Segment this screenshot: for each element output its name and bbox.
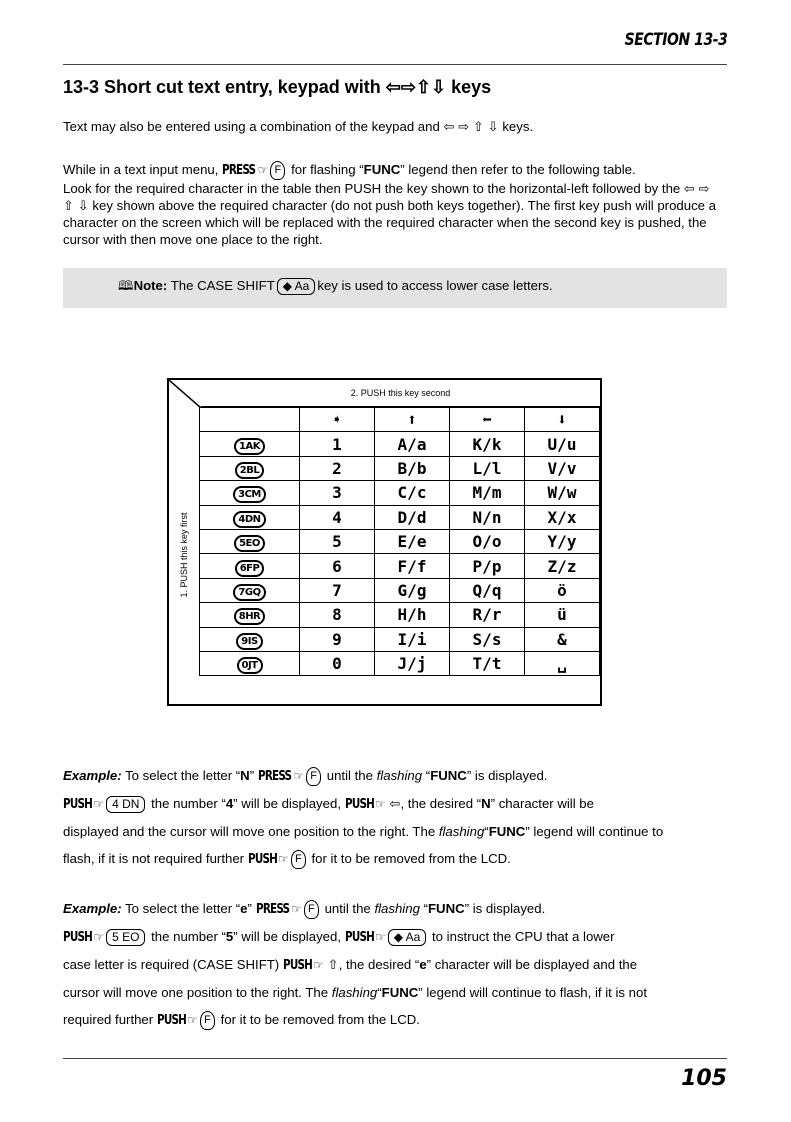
f-key-icon: F [200, 1011, 215, 1030]
table-cell: 9 [300, 627, 375, 651]
key-label: 2BL [235, 462, 264, 479]
press-hand-icon: PRESS [222, 163, 256, 178]
pointing-hand-icon: ☞ [93, 930, 105, 944]
pointing-hand-icon: ☞ [257, 163, 269, 177]
table-row [200, 627, 600, 651]
pointing-hand-icon: ☞ [93, 797, 105, 811]
key-mapping-table [167, 378, 602, 706]
table-cell: 5 [300, 529, 375, 553]
key-label: 1AK [234, 438, 265, 455]
table-cell: 2 [300, 456, 375, 480]
up-arrow-icon: ⬆ [375, 408, 450, 432]
push-hand-icon: PUSH [282, 958, 312, 973]
table-row [200, 554, 600, 578]
key-label: 4DN [233, 511, 265, 528]
table-cell: B/b [375, 456, 450, 480]
key-label: 5EO [234, 535, 265, 552]
table-cell: T/t [450, 651, 525, 675]
table-cell: J/j [375, 651, 450, 675]
page-title: 13-3 Short cut text entry, keypad with ⇦⇨⇧⇩ keys [63, 77, 492, 97]
f-key-icon: F [291, 850, 306, 869]
case-shift-key-icon: ◆ Aa [388, 929, 427, 946]
table-corner-diagonal [169, 380, 201, 408]
key-5-icon: 5 EO [106, 929, 145, 946]
pointing-hand-icon: ☞ [313, 958, 324, 972]
key-label: 7GQ [233, 584, 265, 601]
table-cell: D/d [375, 505, 450, 529]
intro-paragraph: Text may also be entered using a combination of the keypad and ⇦ ⇨ ⇧ ⇩ keys. [63, 119, 534, 134]
section-header: SECTION 13-3 [624, 30, 727, 50]
note: 🕮Note: The CASE SHIFT ◆ Aa key is used to access lower case letters. [118, 278, 553, 294]
page-number: 105 [681, 1066, 727, 1091]
arrow-header-row [200, 408, 600, 432]
push-hand-icon: PUSH [344, 797, 374, 812]
f-key-icon: F [304, 900, 319, 919]
table-row [200, 456, 600, 480]
key-label: 3CM [233, 486, 266, 503]
left-arrow-icon: ⬅ [450, 408, 525, 432]
key-label: 8HR [234, 608, 266, 625]
empty-header-cell [200, 408, 300, 432]
pointing-hand-icon: ☞ [375, 930, 386, 944]
table-cell: G/g [375, 578, 450, 602]
key-4-icon: 4 DN [106, 796, 145, 813]
table-cell: ö [525, 578, 600, 602]
instruction-rest: Look for the required character in the table then PUSH the key shown to the horizontal-left followed by the ⇦ ⇨ ⇧ ⇩ key shown above the required character (do not push both keys together). The first key push will produce a character on the screen which will be replaced with the required character when the second key is pushed, the cursor with then move one place to the right. [63, 181, 717, 248]
push-hand-icon: PUSH [63, 797, 93, 812]
table-cell: P/p [450, 554, 525, 578]
example-2: Example: To select the letter “e” PRESS ☞ F until the flashing “FUNC” is displayed. PUSH☞ 5 EO the number “5” will be displayed, PUSH☞ ◆ Aa to instruct the CPU that a lower case letter is required (CASE SHIFT) PUSH☞ ⇧, the desired “e” character will be displayed and the cursor will move one position to the right. The flashing“FUNC” legend will continue to flash, if it is not required further PUSH☞ F for it to be removed from the LCD. [63, 895, 723, 1034]
table-cell: E/e [375, 529, 450, 553]
table-cell: & [525, 627, 600, 651]
book-icon: 🕮 [118, 278, 134, 293]
press-hand-icon: PRESS [257, 769, 292, 784]
second-key-label: 2. PUSH this key second [201, 380, 600, 407]
table-cell: N/n [450, 505, 525, 529]
table-cell: I/i [375, 627, 450, 651]
table-row [200, 481, 600, 505]
push-hand-icon: PUSH [156, 1013, 186, 1028]
table-cell: 1 [300, 432, 375, 456]
down-arrow-icon: ⬇ [525, 408, 600, 432]
table-cell: U/u [525, 432, 600, 456]
table-row [200, 505, 600, 529]
table-cell: Y/y [525, 529, 600, 553]
table-cell: S/s [450, 627, 525, 651]
table-cell: 6 [300, 554, 375, 578]
f-key-icon: F [270, 161, 285, 180]
table-cell: H/h [375, 603, 450, 627]
pointing-hand-icon: ☞ [291, 902, 302, 916]
table-cell: V/v [525, 456, 600, 480]
table-cell: O/o [450, 529, 525, 553]
table-cell: L/l [450, 456, 525, 480]
table-cell: ␣ [525, 651, 600, 675]
header-rule [63, 64, 727, 65]
key-label: 6FP [235, 560, 265, 577]
table-cell: 7 [300, 578, 375, 602]
mapping-grid [199, 407, 600, 676]
table-cell: A/a [375, 432, 450, 456]
table-cell: Q/q [450, 578, 525, 602]
pointing-hand-icon: ☞ [278, 852, 289, 866]
key-label: 0JT [237, 657, 263, 674]
table-cell: ü [525, 603, 600, 627]
table-row [200, 603, 600, 627]
table-cell: W/w [525, 481, 600, 505]
table-cell: Z/z [525, 554, 600, 578]
case-shift-key-icon: ◆ Aa [277, 278, 316, 295]
table-cell: 0 [300, 651, 375, 675]
table-cell: C/c [375, 481, 450, 505]
table-cell: 4 [300, 505, 375, 529]
table-cell: K/k [450, 432, 525, 456]
table-cell: R/r [450, 603, 525, 627]
table-row [200, 651, 600, 675]
table-row [200, 529, 600, 553]
table-cell: 8 [300, 603, 375, 627]
key-label: 9IS [236, 633, 262, 650]
table-cell: 3 [300, 481, 375, 505]
press-hand-icon: PRESS [255, 902, 289, 917]
pointing-hand-icon: ☞ [187, 1013, 198, 1027]
table-cell: M/m [450, 481, 525, 505]
table-row [200, 578, 600, 602]
table-cell: F/f [375, 554, 450, 578]
push-hand-icon: PUSH [344, 930, 374, 945]
right-arrow-icon: ➧ [300, 408, 375, 432]
footer-rule [63, 1058, 727, 1059]
table-row [200, 432, 600, 456]
first-key-label: 1. PUSH this key first [179, 512, 189, 598]
push-hand-icon: PUSH [63, 930, 93, 945]
table-cell: X/x [525, 505, 600, 529]
instruction-paragraph: While in a text input menu, PRESS ☞ F for flashing “FUNC” legend then refer to the following table. Look for the required character in the table then PUSH the key shown to the horizontal-left followed by the ⇦ ⇨ ⇧ ⇩ key shown above the required character (do not push both keys together). The first key push will produce a character on the screen which will be replaced with the required character when the second key is pushed, the cursor with then move one place to the right. [63, 162, 717, 248]
example-1: Example: To select the letter “N” PRESS ☞ F until the flashing “FUNC” is displayed. PUSH☞ 4 DN the number “4” will be displayed, PUSH☞ ⇦, the desired “N” character will be displayed and the cursor will move one position to the right. The flashing“FUNC” legend will continue to flash, if it is not required further PUSH☞ F for it to be removed from the LCD. [63, 762, 723, 873]
pointing-hand-icon: ☞ [374, 797, 386, 811]
f-key-icon: F [306, 767, 321, 786]
push-hand-icon: PUSH [247, 852, 277, 867]
pointing-hand-icon: ☞ [293, 769, 305, 783]
